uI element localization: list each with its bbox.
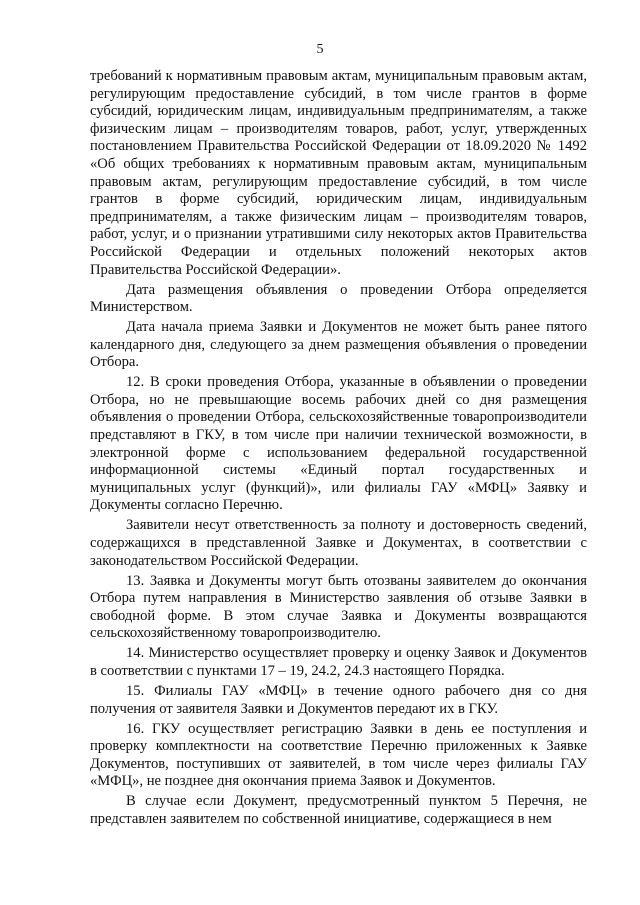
paragraph-item-16: 16. ГКУ осуществляет регистрацию Заявки в день ее поступления и проверку комплектности на соответствие Перечню приложенных к Заявке Документов, поступивших от заявителей, в том числе через филиалы ГАУ «МФЦ», не позднее дня окончания приема Заявок и Документов. [90,720,587,790]
paragraph-item-13: 13. Заявка и Документы могут быть отозваны заявителем до окончания Отбора путем направления в Министерство заявления об отзыве Заявки в свободной форме. В этом случае Заявка и Документы возвращаются сельскохозяйственному товаропроизводителю. [90,572,587,642]
document-body [90,68,587,831]
paragraph-start-date: Дата начала приема Заявки и Документов не может быть ранее пятого календарного дня, следующего за днем размещения объявления о проведении Отбора. [90,319,587,371]
page-number: 5 [316,42,324,57]
paragraph-item-15: 15. Филиалы ГАУ «МФЦ» в течение одного рабочего дня со дня получения от заявителя Заявки и Документов передают их в ГКУ. [90,682,587,717]
paragraph-document-not-submitted: В случае если Документ, предусмотренный пунктом 5 Перечня, не представлен заявителем по собственной инициативе, содержащиеся в нем [90,793,587,827]
paragraph-announcement-date: Дата размещения объявления о проведении Отбора определяется Министерством. [90,281,587,316]
paragraph-item-14: 14. Министерство осуществляет проверку и оценку Заявок и Документов в соответствии с пунктами 17 – 19, 24.2, 24.3 настоящего Порядка. [90,645,587,679]
paragraph-responsibility: Заявители несут ответственность за полноту и достоверность сведений, содержащихся в представленной Заявке и Документах, в соответствии с законодательством Российской Федерации. [90,517,587,569]
paragraph-item-12: 12. В сроки проведения Отбора, указанные в объявлении о проведении Отбора, но не превышающие восемь рабочих дней со дня размещения объявления о проведении Отбора, сельскохозяйственные товаропроизводители представляют в ГКУ, в том числе при наличии технической возможности, в электронной форме с использованием федеральной государственной информационной системы «Единый портал государственных и муниципальных услуг (функций)», или филиалы ГАУ «МФЦ» Заявку и Документы согласно Перечню. [90,374,587,514]
paragraph-continuation: требований к нормативным правовым актам, муниципальным правовым актам, регулирующим предоставление субсидий, в том числе грантов в форме субсидий, юридическим лицам, индивидуальным предпринимателям, а также физическим лицам – производителям товаров, работ, услуг, утвержденных постановлением Правительства Российской Федерации от 18.09.2020 № 1492 «Об общих требованиях к нормативным правовым актам, муниципальным правовым актам, регулирующим предоставление субсидий, в том числе грантов в форме субсидий, юридическим лицам, индивидуальным предпринимателям, а также физическим лицам – производителям товаров, работ, услуг, и о признании утратившими силу некоторых актов Правительства Российской Федерации и отдельных положений некоторых актов Правительства Российской Федерации». [90,68,587,278]
